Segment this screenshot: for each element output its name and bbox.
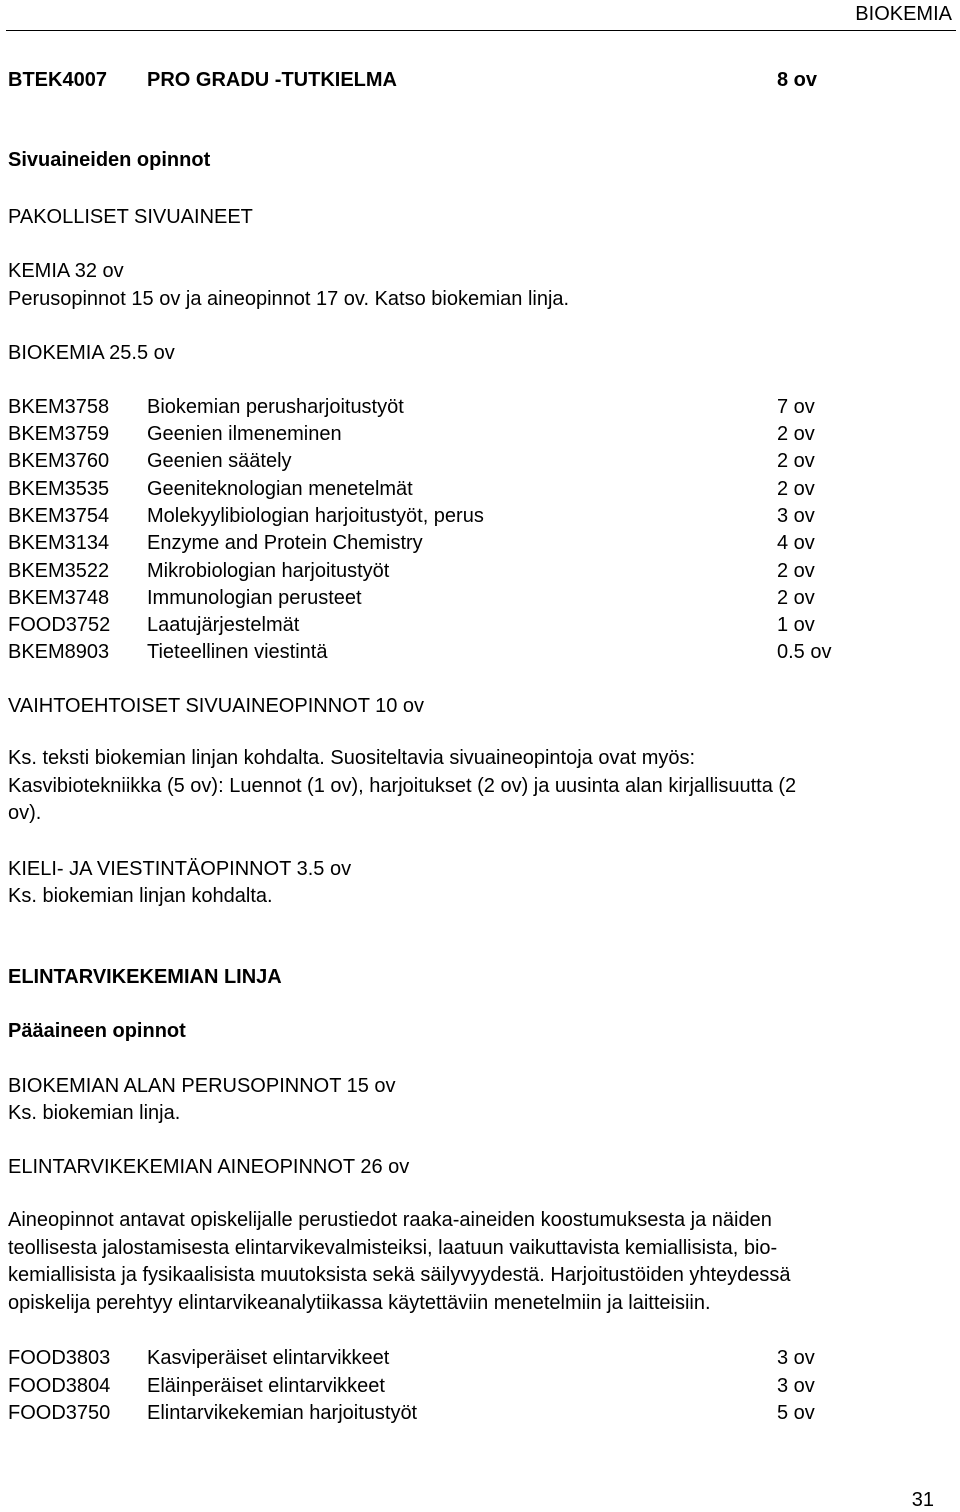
course-code: BKEM3754 xyxy=(8,505,110,527)
course-row xyxy=(8,559,848,583)
course-name: Laatujärjestelmät xyxy=(147,614,300,636)
course-row xyxy=(8,449,848,473)
intermediate-studies-title: ELINTARVIKEKEMIAN AINEOPINNOT 26 ov xyxy=(8,1156,410,1178)
basic-studies-text: Ks. biokemian linja. xyxy=(8,1102,181,1124)
course-name: Geenien säätely xyxy=(147,450,292,472)
course-name: Elintarvikekemian harjoitustyöt xyxy=(147,1402,418,1424)
course-name: Kasviperäiset elintarvikkeet xyxy=(147,1347,390,1369)
course-row xyxy=(8,586,848,610)
text-line: ov). xyxy=(8,802,42,824)
course-code: BKEM8903 xyxy=(8,641,110,663)
thesis-credits: 8 ov xyxy=(777,69,818,91)
course-row xyxy=(8,640,848,664)
course-credits: 2 ov xyxy=(777,587,815,609)
major-studies-heading: Pääaineen opinnot xyxy=(8,1020,186,1042)
course-credits: 3 ov xyxy=(777,505,815,527)
text-line: opiskelija perehtyy elintarvikeanalytiikassa käytettäviin menetelmiin ja laitteisiin. xyxy=(8,1291,711,1314)
course-code: FOOD3803 xyxy=(8,1347,111,1369)
course-name: Eläinperäiset elintarvikkeet xyxy=(147,1375,385,1397)
course-name: Geeniteknologian menetelmät xyxy=(147,478,413,500)
page-number: 31 xyxy=(911,1489,934,1511)
course-row xyxy=(8,613,848,637)
course-credits: 3 ov xyxy=(777,1375,815,1397)
intermediate-studies-description xyxy=(8,1207,908,1317)
course-row xyxy=(8,1374,848,1398)
course-code: FOOD3804 xyxy=(8,1375,111,1397)
optional-minors-title: VAIHTOEHTOISET SIVUAINEOPINNOT 10 ov xyxy=(8,695,425,717)
course-credits: 2 ov xyxy=(777,450,815,472)
minor-studies-heading: Sivuaineiden opinnot xyxy=(8,149,211,171)
food-chemistry-heading: ELINTARVIKEKEMIAN LINJA xyxy=(8,966,282,988)
text-line: Ks. teksti biokemian linjan kohdalta. Suositeltavia sivuaineopintoja ovat myös: xyxy=(8,747,696,769)
text-line: teollisesta jalostamisesta elintarvikevalmisteiksi, laatuun vaikuttavista kemiallisista, bio- xyxy=(8,1236,778,1259)
text-line: Aineopinnot antavat opiskelijalle perustiedot raaka-aineiden koostumuksesta ja näiden xyxy=(8,1209,772,1231)
optional-minors-text xyxy=(8,745,908,828)
course-row xyxy=(8,1346,848,1370)
text-line: Kasvibiotekniikka (5 ov): Luennot (1 ov), harjoitukset (2 ov) ja uusinta alan kirjallisuutta (2 xyxy=(8,774,797,797)
running-header-title: BIOKEMIA xyxy=(855,3,952,25)
course-row xyxy=(8,1401,848,1425)
course-code: BKEM3522 xyxy=(8,560,110,582)
course-credits: 0.5 ov xyxy=(777,641,832,663)
course-credits: 1 ov xyxy=(777,614,815,636)
compulsory-minors-heading: PAKOLLISET SIVUAINEET xyxy=(8,206,253,228)
course-code: FOOD3752 xyxy=(8,614,111,636)
course-credits: 5 ov xyxy=(777,1402,815,1424)
course-row xyxy=(8,395,848,419)
thesis-row xyxy=(8,68,848,92)
language-studies-text: Ks. biokemian linjan kohdalta. xyxy=(8,885,273,907)
chemistry-title: KEMIA 32 ov xyxy=(8,260,124,282)
course-row xyxy=(8,477,848,501)
chemistry-text: Perusopinnot 15 ov ja aineopinnot 17 ov. Katso biokemian linja. xyxy=(8,288,570,310)
course-code: BKEM3758 xyxy=(8,396,110,418)
course-row xyxy=(8,531,848,555)
course-name: Biokemian perusharjoitustyöt xyxy=(147,396,404,418)
course-name: Enzyme and Protein Chemistry xyxy=(147,532,423,554)
course-name: Geenien ilmeneminen xyxy=(147,423,342,445)
course-row xyxy=(8,504,848,528)
basic-studies-title: BIOKEMIAN ALAN PERUSOPINNOT 15 ov xyxy=(8,1075,396,1097)
course-credits: 2 ov xyxy=(777,423,815,445)
course-credits: 2 ov xyxy=(777,560,815,582)
course-code: BKEM3759 xyxy=(8,423,110,445)
text-line: kemiallisista ja fysikaalisista muutoksista sekä säilyvyydestä. Harjoitustöiden yhteydessä xyxy=(8,1264,791,1286)
course-name: Tieteellinen viestintä xyxy=(147,641,328,663)
course-row xyxy=(8,422,848,446)
course-code: BKEM3760 xyxy=(8,450,110,472)
thesis-code: BTEK4007 xyxy=(8,69,107,91)
biochemistry-minor-title: BIOKEMIA 25.5 ov xyxy=(8,342,175,364)
course-code: BKEM3134 xyxy=(8,532,110,554)
course-name: Mikrobiologian harjoitustyöt xyxy=(147,560,390,582)
course-code: FOOD3750 xyxy=(8,1402,111,1424)
header-divider xyxy=(6,30,956,31)
course-credits: 3 ov xyxy=(777,1347,815,1369)
course-code: BKEM3748 xyxy=(8,587,110,609)
course-name: Molekyylibiologian harjoitustyöt, perus xyxy=(147,505,484,527)
language-studies-title: KIELI- JA VIESTINTÄOPINNOT 3.5 ov xyxy=(8,858,352,880)
course-credits: 4 ov xyxy=(777,532,815,554)
course-credits: 7 ov xyxy=(777,396,815,418)
course-credits: 2 ov xyxy=(777,478,815,500)
course-name: Immunologian perusteet xyxy=(147,587,362,609)
course-code: BKEM3535 xyxy=(8,478,110,500)
thesis-name: PRO GRADU -TUTKIELMA xyxy=(147,69,397,91)
